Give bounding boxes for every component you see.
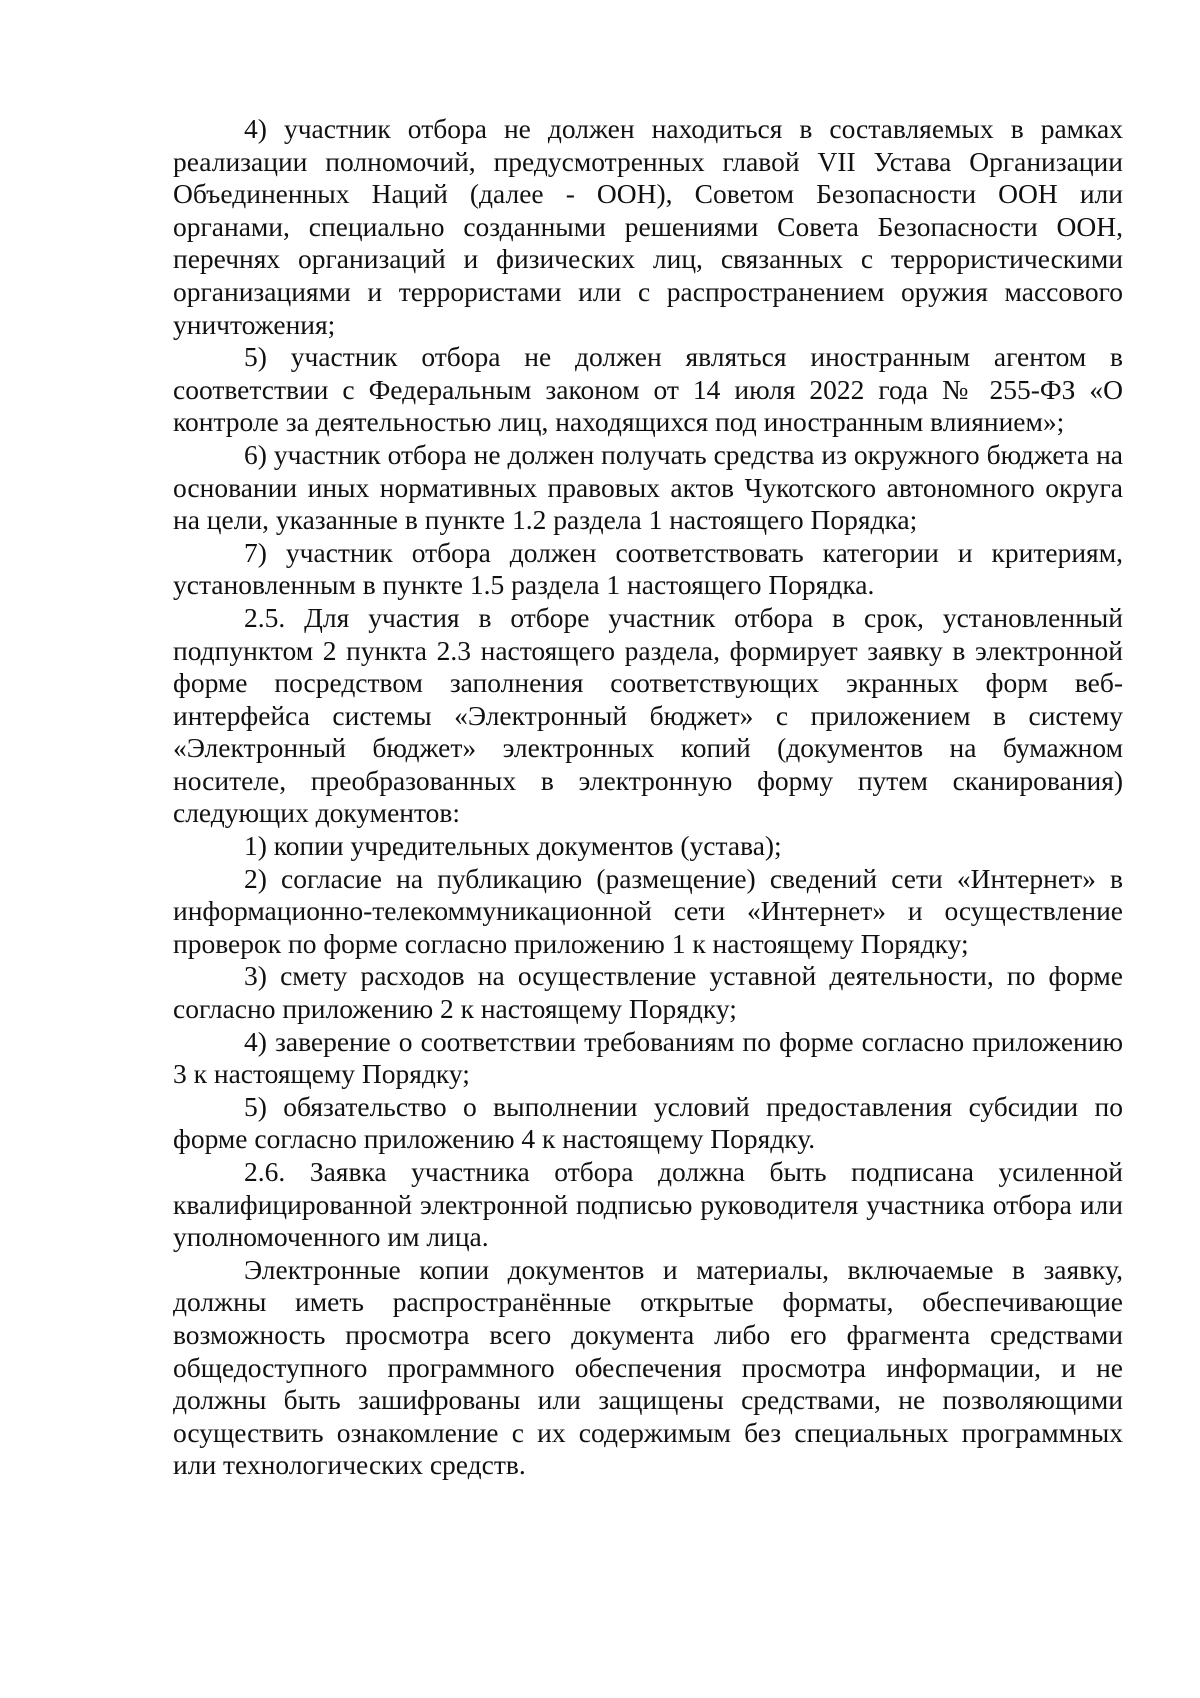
- paragraph-item-5-foreign-agent: 5) участник отбора не должен являться иностранным агентом в соответствии с Федеральным законом от 14 июля 2022 года № 255-ФЗ «О контроле за деятельностью лиц, находящихся под иностранным влиянием»;: [173, 341, 1123, 438]
- paragraph-doc-4-assurance: 4) заверение о соответствии требованиям по форме согласно приложению 3 к настоящему Порядку;: [173, 1025, 1123, 1090]
- paragraph-item-7-criteria: 7) участник отбора должен соответствовать категории и критериям, установленным в пункте 1.5 раздела 1 настоящего Порядка.: [173, 536, 1123, 601]
- paragraph-2-6-signature: 2.6. Заявка участника отбора должна быть подписана усиленной квалифицированной электронной подписью руководителя участника отбора или уполномоченного им лица.: [173, 1156, 1123, 1253]
- paragraph-item-6-budget-funds: 6) участник отбора не должен получать средства из окружного бюджета на основании иных нормативных правовых актов Чукотского автономного округа на цели, указанные в пункте 1.2 раздела 1 настоящего Порядка;: [173, 438, 1123, 536]
- paragraph-item-4-sanctions: 4) участник отбора не должен находиться в составляемых в рамках реализации полномочий, предусмотренных главой VII Устава Организации Объединенных Наций (далее - ООН), Советом Безопасности ООН или органами, специально созданными решениями Совета Безопасности ООН, перечнях организаций и физических лиц, связанных с террористическими организациями и террористами или с распространением оружия массового уничтожения;: [173, 113, 1123, 340]
- paragraph-electronic-copies: Электронные копии документов и материалы, включаемые в заявку, должны иметь распространённые открытые форматы, обеспечивающие возможность просмотра всего документа либо его фрагмента средствами общедоступного программного обеспечения просмотра информации, и не должны быть зашифрованы или защищены средствами, не позволяющими осуществить ознакомление с их содержимым без специальных программных или технологических средств.: [173, 1253, 1123, 1481]
- paragraph-doc-5-obligation: 5) обязательство о выполнении условий предоставления субсидии по форме согласно приложению 4 к настоящему Порядку.: [173, 1090, 1123, 1155]
- paragraph-doc-1-charter: 1) копии учредительных документов (устава);: [244, 830, 782, 862]
- paragraph-doc-2-consent: 2) согласие на публикацию (размещение) сведений сети «Интернет» в информационно-телекоммуникационной сети «Интернет» и осуществление проверок по форме согласно приложению 1 к настоящему Порядку;: [173, 862, 1123, 959]
- paragraph-doc-3-estimate: 3) смету расходов на осуществление уставной деятельности, по форме согласно приложению 2 к настоящему Порядку;: [173, 960, 1123, 1025]
- document-body: [173, 113, 1123, 1482]
- paragraph-2-5-application: 2.5. Для участия в отборе участник отбора в срок, установленный подпунктом 2 пункта 2.3 настоящего раздела, формирует заявку в электронной форме посредством заполнения соответствующих экранных форм веб-интерфейса системы «Электронный бюджет» с приложением в систему «Электронный бюджет» электронных копий (документов на бумажном носителе, преобразованных в электронную форму путем сканирования) следующих документов:: [173, 601, 1123, 829]
